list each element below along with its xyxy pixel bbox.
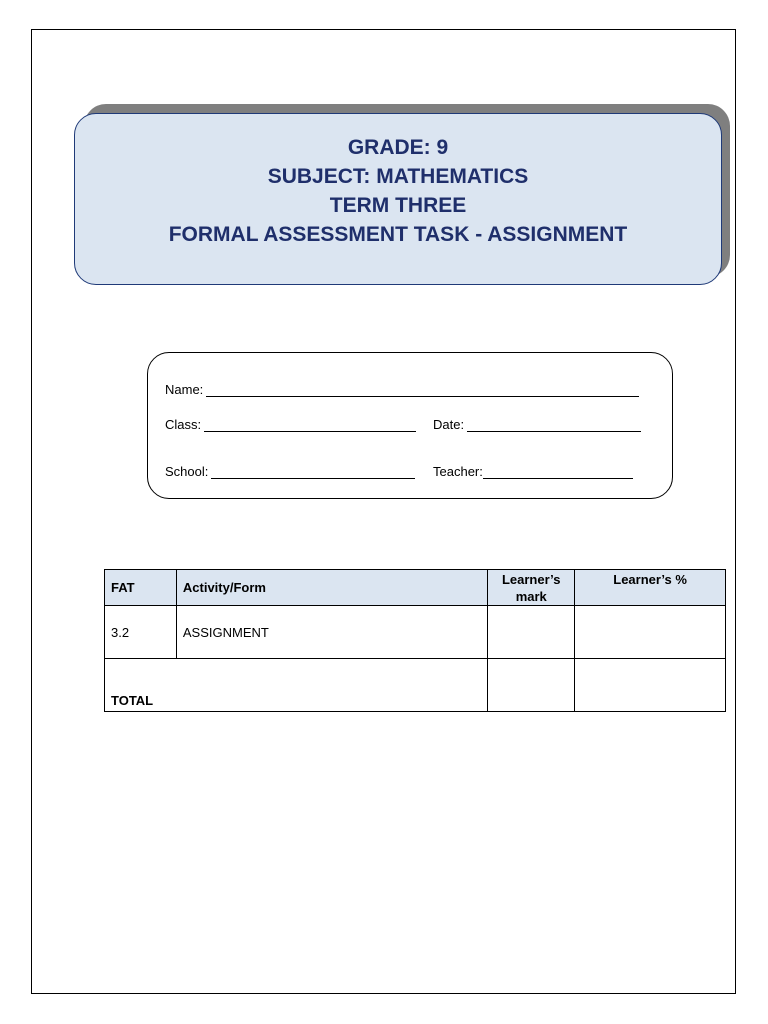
grade-title: GRADE: 9	[347, 136, 449, 159]
total-percent-cell[interactable]	[575, 659, 726, 712]
term-title: TERM THREE	[329, 194, 467, 217]
header-learner-mark	[488, 570, 575, 606]
name-field[interactable]	[165, 382, 639, 397]
cell-fat: 3.2	[105, 606, 177, 659]
school-field[interactable]	[165, 464, 415, 479]
class-blank[interactable]	[204, 419, 416, 432]
marks-table-header-row	[105, 570, 726, 606]
date-blank[interactable]	[467, 419, 641, 432]
cell-learner-percent[interactable]	[575, 606, 726, 659]
teacher-field[interactable]	[433, 464, 633, 479]
header-activity: Activity/Form	[176, 570, 487, 606]
school-blank[interactable]	[211, 466, 415, 479]
header-learner-mark-line2: mark	[515, 589, 547, 604]
date-field[interactable]	[433, 417, 641, 432]
teacher-blank[interactable]	[483, 466, 633, 479]
title-banner	[74, 113, 722, 285]
total-label: TOTAL	[105, 659, 488, 712]
header-learner-percent: Learner’s %	[575, 570, 726, 606]
table-row	[105, 606, 726, 659]
school-label: School:	[165, 464, 209, 479]
total-mark-cell[interactable]	[488, 659, 575, 712]
class-label: Class:	[165, 417, 202, 432]
cell-learner-mark[interactable]	[488, 606, 575, 659]
marks-table	[104, 569, 726, 712]
header-learner-mark-line1: Learner’s	[501, 572, 561, 587]
cell-activity: ASSIGNMENT	[176, 606, 487, 659]
learner-info-box	[147, 352, 673, 499]
header-fat: FAT	[105, 570, 177, 606]
task-title: FORMAL ASSESSMENT TASK - ASSIGNMENT	[168, 223, 628, 246]
class-field[interactable]	[165, 417, 416, 432]
total-row	[105, 659, 726, 712]
subject-title: SUBJECT: MATHEMATICS	[267, 165, 529, 188]
name-blank[interactable]	[206, 384, 639, 397]
teacher-label: Teacher:	[433, 464, 483, 479]
name-label: Name:	[165, 382, 204, 397]
date-label: Date:	[433, 417, 465, 432]
